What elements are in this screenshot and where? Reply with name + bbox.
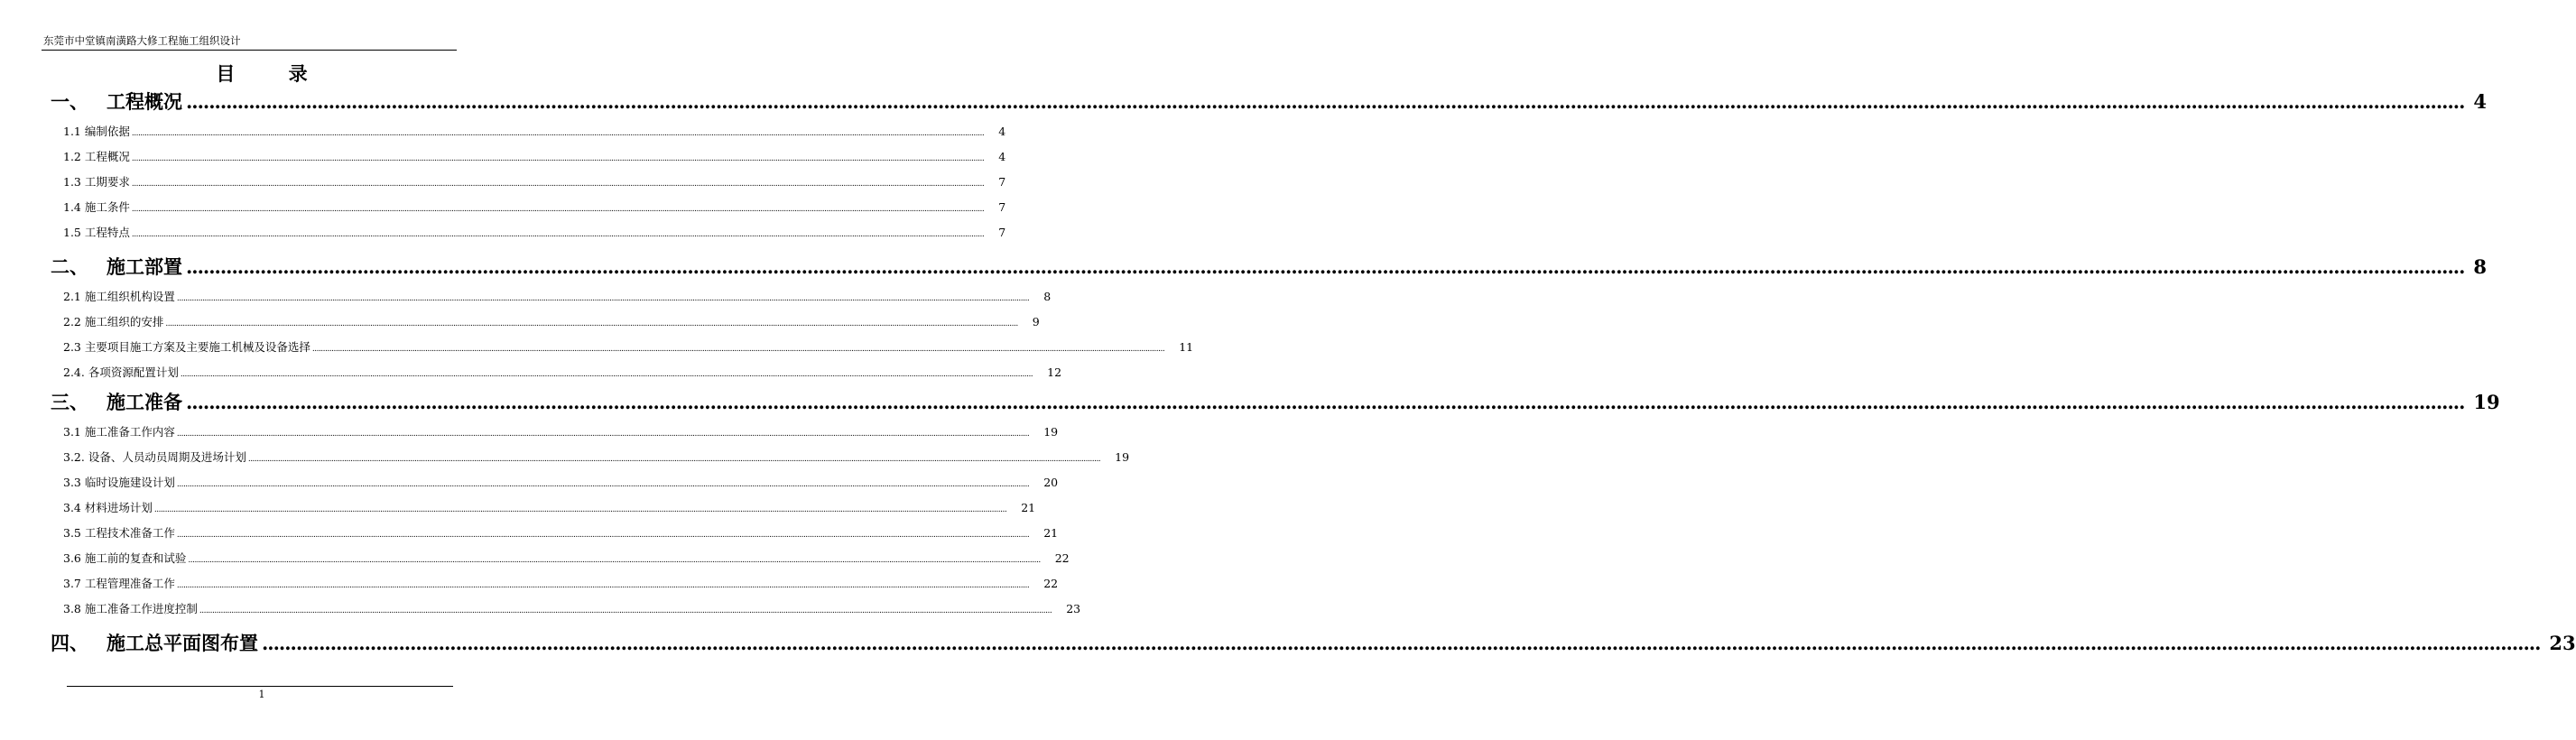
toc-item-page: 19 [1115, 450, 1130, 464]
toc-item-row [63, 123, 1006, 139]
toc-leader-dots: ................................................................................................................................................................................................................................................................................................................................................................................................................ [186, 90, 2465, 113]
toc-item-page: 9 [1032, 315, 1040, 328]
page-number: 1 [258, 689, 265, 700]
toc-leader-dots: ................................................................................................................................................................................................................................................................................................................................................................................................................ [131, 129, 985, 138]
toc-leader-dots: ................................................................................................................................................................................................................................................................................................................................................................................................................ [199, 606, 1052, 615]
toc-item-label: 3.4 材料进场计划 [63, 501, 153, 514]
toc-leader-dots: ................................................................................................................................................................................................................................................................................................................................................................................................................ [165, 319, 1018, 328]
toc-section-title: 施工准备 [107, 391, 182, 413]
document-header: 东莞市中堂镇南潢路大修工程施工组织设计 [43, 34, 241, 47]
toc-leader-dots: ................................................................................................................................................................................................................................................................................................................................................................................................................ [188, 556, 1041, 565]
toc-leader-dots: ................................................................................................................................................................................................................................................................................................................................................................................................................ [176, 430, 1030, 439]
toc-item-page: 19 [1043, 425, 1059, 439]
toc-leader-dots: ................................................................................................................................................................................................................................................................................................................................................................................................................ [186, 255, 2465, 278]
toc-leader-dots: ................................................................................................................................................................................................................................................................................................................................................................................................................ [262, 632, 2541, 654]
toc-item-row [63, 600, 1081, 616]
toc-leader-dots: ................................................................................................................................................................................................................................................................................................................................................................................................................ [186, 391, 2465, 413]
toc-item-label: 1.2 工程概况 [63, 150, 130, 163]
toc-item-page: 4 [998, 150, 1006, 163]
toc-item-page: 8 [1043, 290, 1052, 303]
toc-item-label: 3.6 施工前的复查和试验 [63, 551, 187, 565]
toc-item-label: 3.8 施工准备工作进度控制 [63, 602, 198, 615]
toc-item-label: 1.4 施工条件 [63, 200, 130, 214]
toc-section-title: 施工部置 [107, 255, 182, 278]
toc-section-label [51, 629, 258, 656]
toc-item-label: 3.3 临时设施建设计划 [63, 476, 175, 489]
toc-title: 目 录 [216, 62, 331, 85]
toc-item-page: 21 [1043, 526, 1059, 540]
toc-section-label [51, 388, 182, 415]
toc-item-label: 3.5 工程技术准备工作 [63, 526, 175, 540]
toc-item-page: 22 [1043, 577, 1059, 590]
toc-item-row [63, 224, 1006, 240]
toc-item-label: 2.1 施工组织机构设置 [63, 290, 175, 303]
toc-item-page: 7 [998, 175, 1006, 189]
toc-item-label: 1.1 编制依据 [63, 125, 130, 138]
toc-item-page: 7 [998, 200, 1006, 214]
toc-section-title: 工程概况 [107, 90, 182, 113]
toc-section-row [51, 88, 2488, 115]
toc-section-page: 23 [2549, 632, 2576, 654]
toc-item-label: 2.4. 各项资源配置计划 [63, 365, 179, 379]
toc-leader-dots: ................................................................................................................................................................................................................................................................................................................................................................................................................ [131, 154, 985, 163]
toc-section-label [51, 253, 182, 280]
toc-item-row [63, 499, 1036, 515]
toc-item-row [63, 338, 1194, 355]
toc-item-page: 22 [1054, 551, 1070, 565]
toc-item-page: 12 [1047, 365, 1062, 379]
toc-section-page: 8 [2473, 255, 2488, 278]
toc-item-row [63, 474, 1059, 490]
footer-rule [67, 686, 453, 687]
toc-item-row [63, 173, 1006, 190]
toc-item-label: 3.2. 设备、人员动员周期及进场计划 [63, 450, 246, 464]
toc-section-page: 4 [2473, 90, 2488, 113]
toc-section-number: 三、 [51, 391, 88, 413]
toc-item-row [63, 288, 1052, 304]
toc-item-row [63, 524, 1059, 541]
toc-item-page: 23 [1066, 602, 1081, 615]
toc-section-page: 19 [2473, 391, 2500, 413]
toc-item-row [63, 423, 1059, 439]
toc-section-row [51, 629, 2576, 656]
toc-item-label: 2.3 主要项目施工方案及主要施工机械及设备选择 [63, 340, 310, 354]
toc-item-row [63, 449, 1130, 465]
toc-leader-dots: ................................................................................................................................................................................................................................................................................................................................................................................................................ [153, 505, 1007, 514]
toc-leader-dots: ................................................................................................................................................................................................................................................................................................................................................................................................................ [131, 180, 985, 189]
toc-item-label: 2.2 施工组织的安排 [63, 315, 164, 328]
toc-leader-dots: ................................................................................................................................................................................................................................................................................................................................................................................................................ [247, 455, 1101, 464]
toc-item-page: 7 [998, 226, 1006, 239]
toc-section-label [51, 88, 182, 115]
toc-section-number: 一、 [51, 90, 88, 113]
toc-item-label: 3.7 工程管理准备工作 [63, 577, 175, 590]
toc-leader-dots: ................................................................................................................................................................................................................................................................................................................................................................................................................ [311, 345, 1165, 354]
toc-section-row [51, 253, 2488, 280]
toc-item-page: 20 [1043, 476, 1059, 489]
toc-item-row [63, 550, 1070, 566]
toc-leader-dots: ................................................................................................................................................................................................................................................................................................................................................................................................................ [176, 581, 1030, 590]
toc-item-row [63, 575, 1059, 591]
toc-leader-dots: ................................................................................................................................................................................................................................................................................................................................................................................................................ [176, 480, 1030, 489]
toc-section-number: 四、 [51, 632, 88, 654]
toc-item-page: 4 [998, 125, 1006, 138]
toc-leader-dots: ................................................................................................................................................................................................................................................................................................................................................................................................................ [131, 230, 985, 239]
toc-item-page: 11 [1179, 340, 1194, 354]
toc-item-label: 3.1 施工准备工作内容 [63, 425, 175, 439]
toc-section-number: 二、 [51, 255, 88, 278]
toc-item-row [63, 199, 1006, 215]
toc-item-row [63, 364, 1062, 380]
toc-item-row [63, 148, 1006, 164]
toc-leader-dots: ................................................................................................................................................................................................................................................................................................................................................................................................................ [131, 205, 985, 214]
toc-item-label: 1.5 工程特点 [63, 226, 130, 239]
toc-leader-dots: ................................................................................................................................................................................................................................................................................................................................................................................................................ [180, 370, 1033, 379]
toc-leader-dots: ................................................................................................................................................................................................................................................................................................................................................................................................................ [176, 531, 1030, 540]
toc-item-label: 1.3 工期要求 [63, 175, 130, 189]
toc-item-page: 21 [1021, 501, 1036, 514]
toc-section-title: 施工总平面图布置 [107, 632, 258, 654]
toc-leader-dots: ................................................................................................................................................................................................................................................................................................................................................................................................................ [176, 294, 1030, 303]
toc-section-row [51, 388, 2500, 415]
toc-item-row [63, 313, 1040, 329]
